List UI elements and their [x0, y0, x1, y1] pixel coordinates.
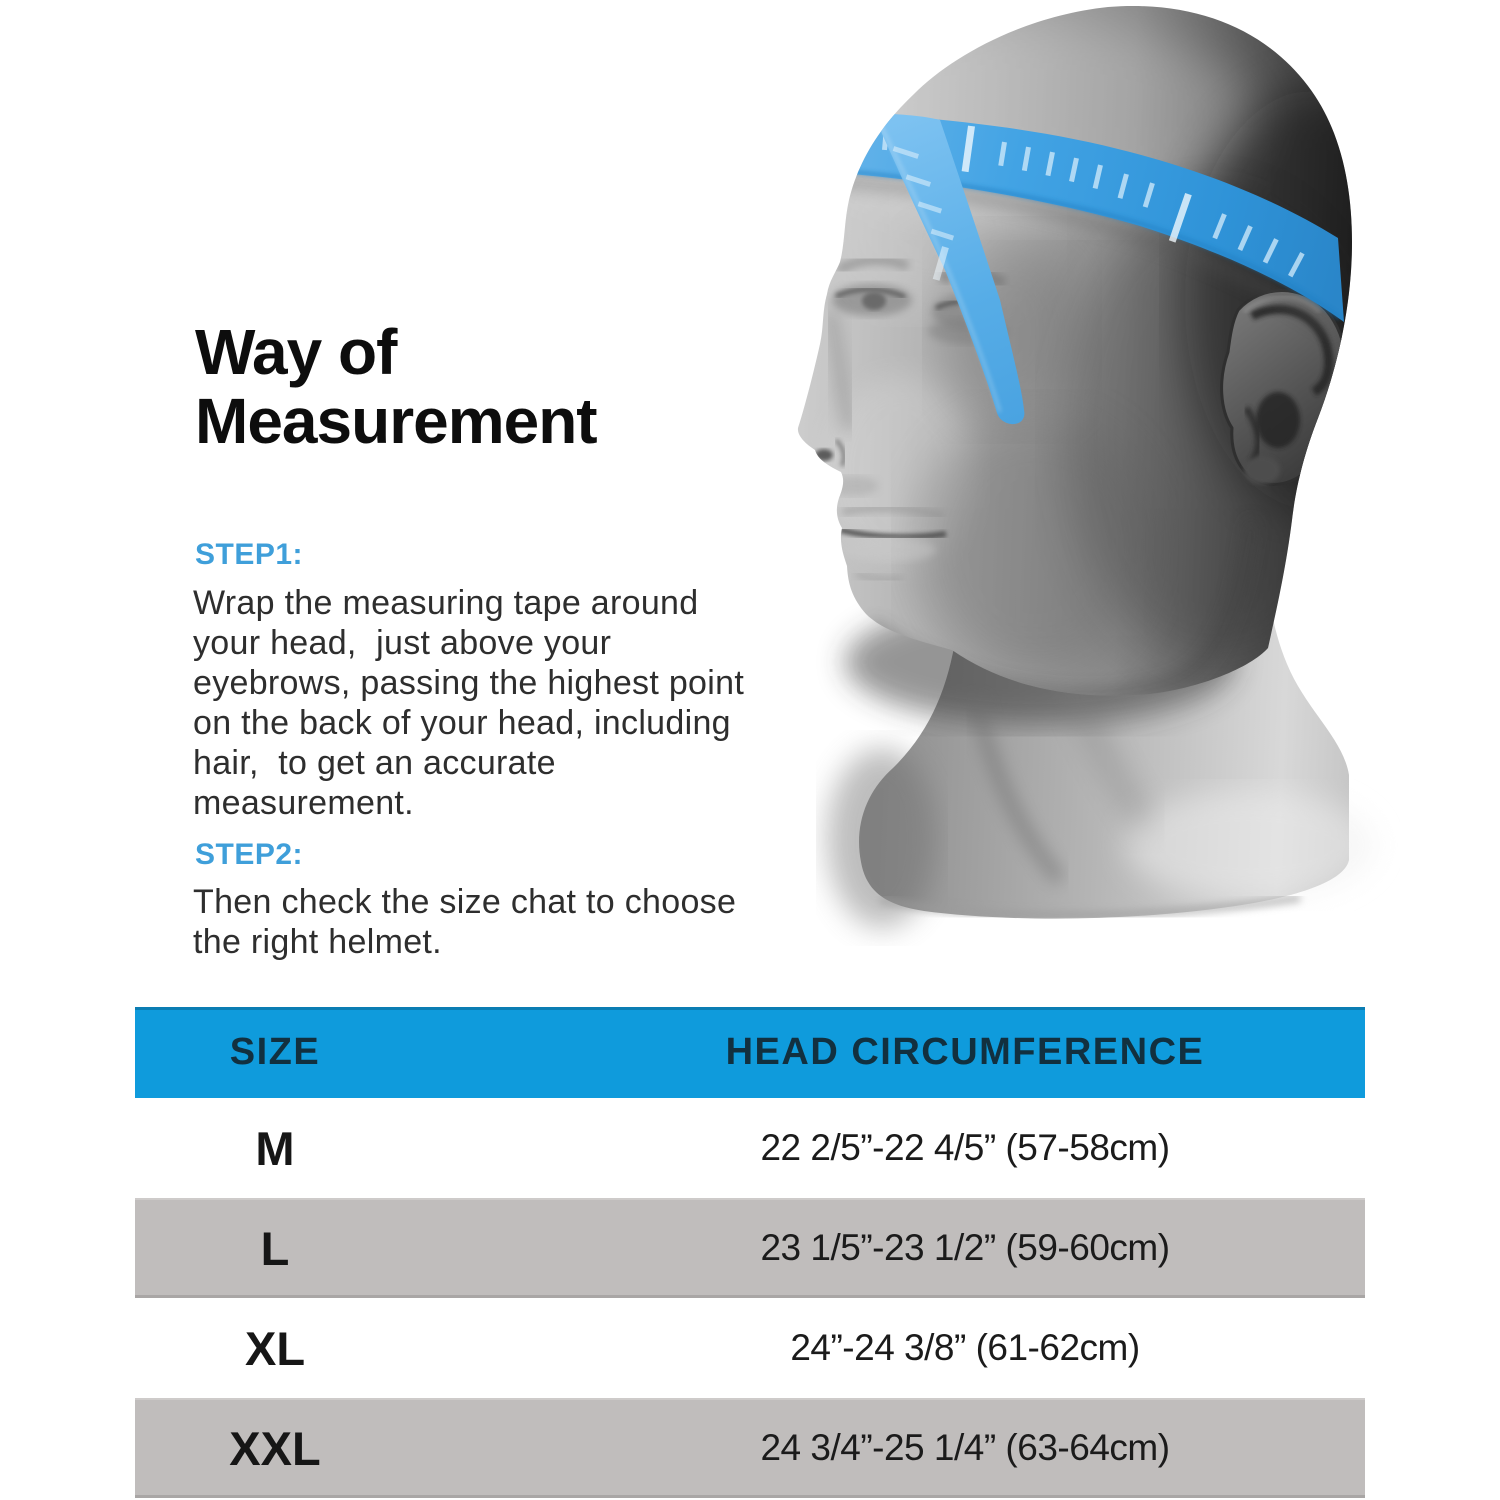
circumference-value: 23 1/5”-23 1/2” (59-60cm)	[760, 1227, 1170, 1268]
page-title	[195, 318, 597, 456]
table-row	[135, 1098, 1365, 1198]
table-row	[135, 1398, 1365, 1498]
page-title-line2: Measurement	[195, 385, 597, 457]
head-measurement-illustration	[750, 0, 1500, 1010]
size-value: XXL	[229, 1421, 321, 1475]
size-table	[135, 1007, 1365, 1498]
table-row	[135, 1298, 1365, 1398]
step1-text	[193, 583, 744, 823]
step1-line: on the back of your head, including	[193, 704, 731, 742]
size-column-header: SIZE	[229, 1031, 321, 1073]
step1-label: STEP1:	[195, 538, 304, 571]
step2-text	[193, 882, 736, 962]
step1-line: measurement.	[193, 784, 414, 822]
size-table-header	[135, 1007, 1365, 1098]
step1-line: hair, to get an accurate	[193, 744, 556, 782]
step1-line: your head, just above your	[193, 624, 612, 662]
size-value: L	[260, 1221, 290, 1275]
page-title-line1: Way of	[195, 316, 397, 388]
step2-line: the right helmet.	[193, 923, 442, 961]
step1-line: Wrap the measuring tape around	[193, 584, 699, 622]
step1-line: eyebrows, passing the highest point	[193, 664, 745, 702]
circumference-value: 24 3/4”-25 1/4” (63-64cm)	[760, 1427, 1170, 1468]
circumference-value: 24”-24 3/8” (61-62cm)	[790, 1327, 1140, 1368]
table-row	[135, 1198, 1365, 1298]
step2-label: STEP2:	[195, 838, 304, 871]
circumference-value: 22 2/5”-22 4/5” (57-58cm)	[760, 1127, 1170, 1168]
ear	[1222, 291, 1348, 485]
size-value: XL	[244, 1321, 306, 1375]
circumference-column-header: HEAD CIRCUMFERENCE	[725, 1031, 1205, 1073]
size-value: M	[255, 1121, 295, 1175]
step2-line: Then check the size chat to choose	[193, 883, 737, 921]
